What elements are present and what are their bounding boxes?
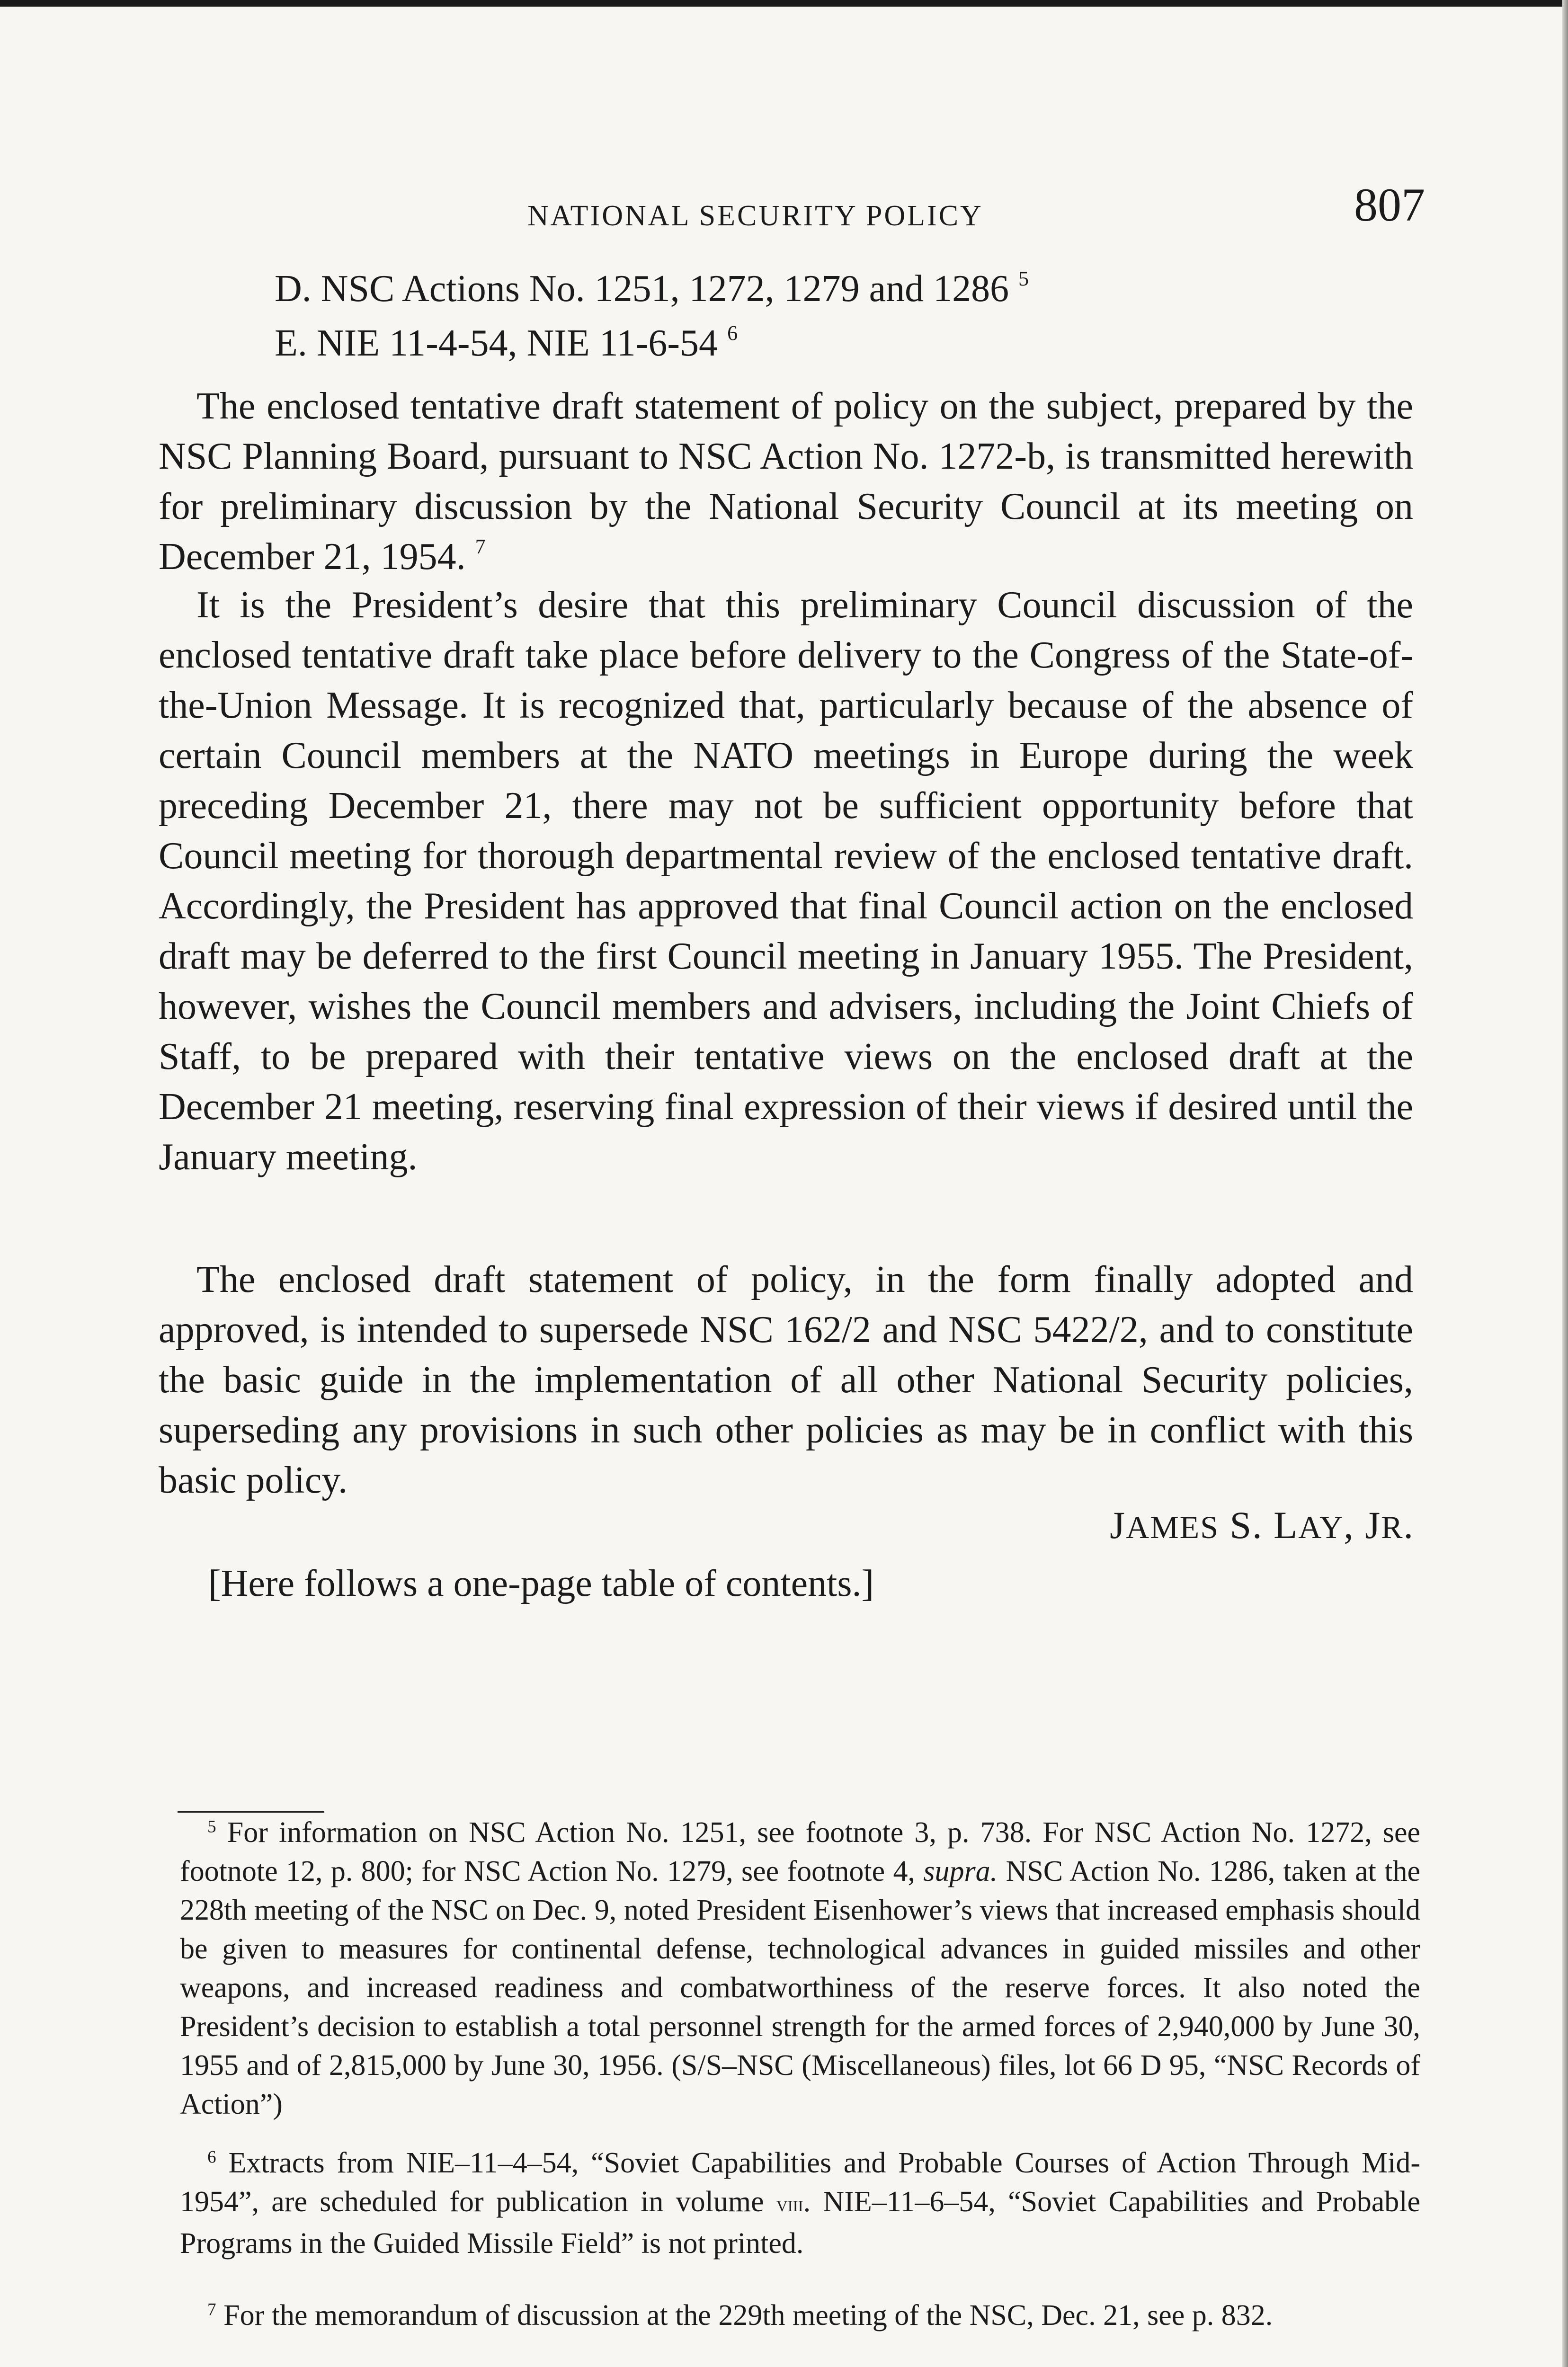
footnote-7: $^7$ For the memorandum of discussion at the 229th meeting of the NSC, Dec. 21, see p. 832. (207, 2299, 1273, 2331)
signature: JAMES S. LAY, JR. (1110, 1504, 1414, 1547)
footnote-7-mark: 7 (207, 2300, 216, 2320)
footnote-ref-6[interactable]: 6 (727, 321, 738, 345)
footnote-divider (178, 1811, 324, 1813)
top-border (0, 0, 1568, 7)
page-header (156, 178, 1425, 249)
paragraph-transmittal-text: The enclosed tentative draft statement of policy on the subject, prepared by the NSC Planning Board, pursuant to NSC Action No. 1272-b, is transmitted herewith for preliminary discussion by the National Security Council at its meeting on December 21, 1954. (159, 385, 1413, 578)
page-edge-shadow (1562, 0, 1568, 2367)
paragraph-transmittal (159, 381, 1413, 582)
page-number: 807 (1354, 178, 1425, 231)
reference-item-d-text: D. NSC Actions No. 1251, 1272, 1279 and 1286 (275, 268, 1009, 310)
paragraph-supersede: The enclosed draft statement of policy, in the form finally adopted and approved, is intended to supersede NSC 162/2 and NSC 5422/2, and to constitute the basic guide in the implementation of all other National Security policies, superseding any provisions in such other policies as may be in conflict with this basic policy. (159, 1259, 1413, 1501)
footnote-6: $^6$ Extracts from NIE–11–4–54, “Soviet Capabilities and Probable Courses of Action Through Mid-1954”, are scheduled for publication in volume viii. NIE–11–6–54, “Soviet Capabilities and Probable Programs in the Guided Missile Field” is not printed. (180, 2147, 1420, 2260)
footnote-5: $^5$ For information on NSC Action No. 1251, see footnote 3, p. 738. For NSC Action No. 1272, see footnote 12, p. 800; for NSC Action No. 1279, see footnote 4, supra. NSC Action No. 1286, taken at the 228th meeting of the NSC on Dec. 9, noted President Eisenhower’s views that increased emphasis should be given to measures for continental defense, technological advances in guided missiles and other weapons, and increased readiness and combatworthiness of the reserve forces. It also noted the President’s decision to establish a total personnel strength for the armed forces of 2,940,000 by June 30, 1955 and of 2,815,000 by June 30, 1956. (S/S–NSC (Miscellaneous) files, lot 66 D 95, “NSC Records of Action”) (180, 1816, 1421, 2120)
footnote-ref-5[interactable]: 5 (1018, 267, 1029, 290)
footnote-5-mark: 5 (207, 1817, 216, 1837)
editorial-note: [Here follows a one-page table of contents.] (208, 1563, 874, 1604)
footnote-ref-7[interactable]: 7 (475, 535, 486, 558)
footnote-6-mark: 6 (207, 2147, 216, 2167)
reference-item-d (275, 267, 1029, 311)
reference-item-e-text: E. NIE 11-4-54, NIE 11-6-54 (275, 322, 718, 364)
paragraph-president-desire: It is the President’s desire that this preliminary Council discussion of the enclosed tentative draft take place before delivery to the Congress of the State-of-the-Union Message. It is recognized that, particularly because of the absence of certain Council members at the NATO meetings in Europe during the week preceding December 21, there may not be sufficient opportunity before that Council meeting for thorough departmental review of the enclosed tentative draft. Accordingly, the President has approved that final Council action on the enclosed draft may be deferred to the first Council meeting in January 1955. The President, however, wishes the Council members and advisers, including the Joint Chiefs of Staff, to be prepared with their tentative views on the enclosed draft at the December 21 meeting, reserving final expression of their views if desired until the January meeting. (159, 584, 1413, 1178)
running-title: NATIONAL SECURITY POLICY (527, 200, 983, 232)
reference-item-e (275, 322, 738, 365)
